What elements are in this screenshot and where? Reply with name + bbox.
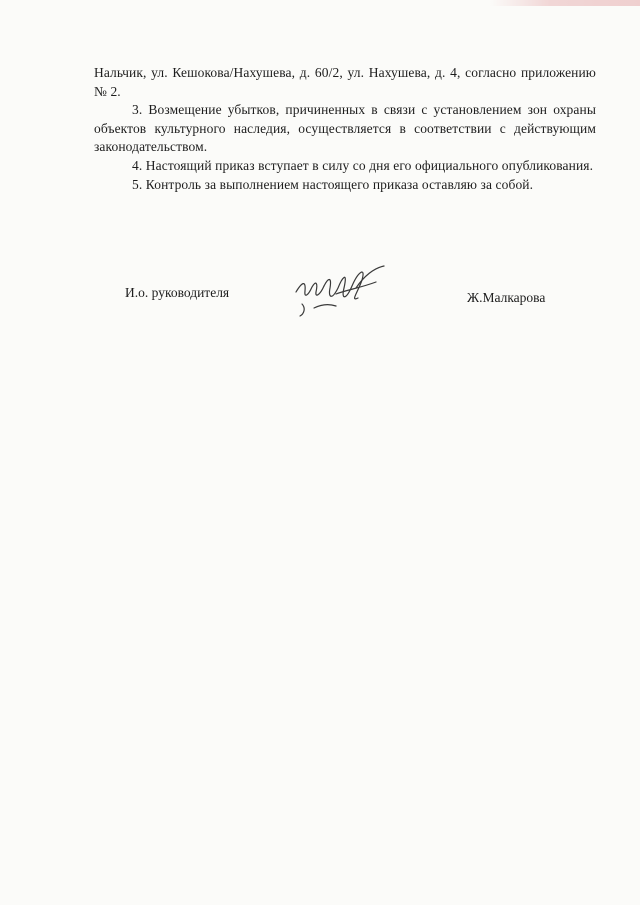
paragraph-4: 4. Настоящий приказ вступает в силу со дня его официального опубликования. (132, 157, 594, 173)
signature-row (0, 282, 640, 322)
paragraph-3: 3. Возмещение убытков, причиненных в связи с установлением зон охраны объектов культурного наследия, осуществляется в соответствии с действующим законодательством. (94, 102, 596, 155)
signatory-name: Ж.Малкарова (467, 290, 546, 305)
address-continuation: Нальчик, ул. Кешокова/Нахушева, д. 60/2, ул. Нахушева, д. 4, согласно приложению № 2. (94, 65, 596, 99)
signatory-position: И.о. руководителя (125, 285, 230, 300)
scan-edge-mark (490, 0, 640, 6)
paragraph-5: 5. Контроль за выполнением настоящего приказа оставляю за собой. (132, 176, 534, 192)
document-body (94, 64, 596, 194)
